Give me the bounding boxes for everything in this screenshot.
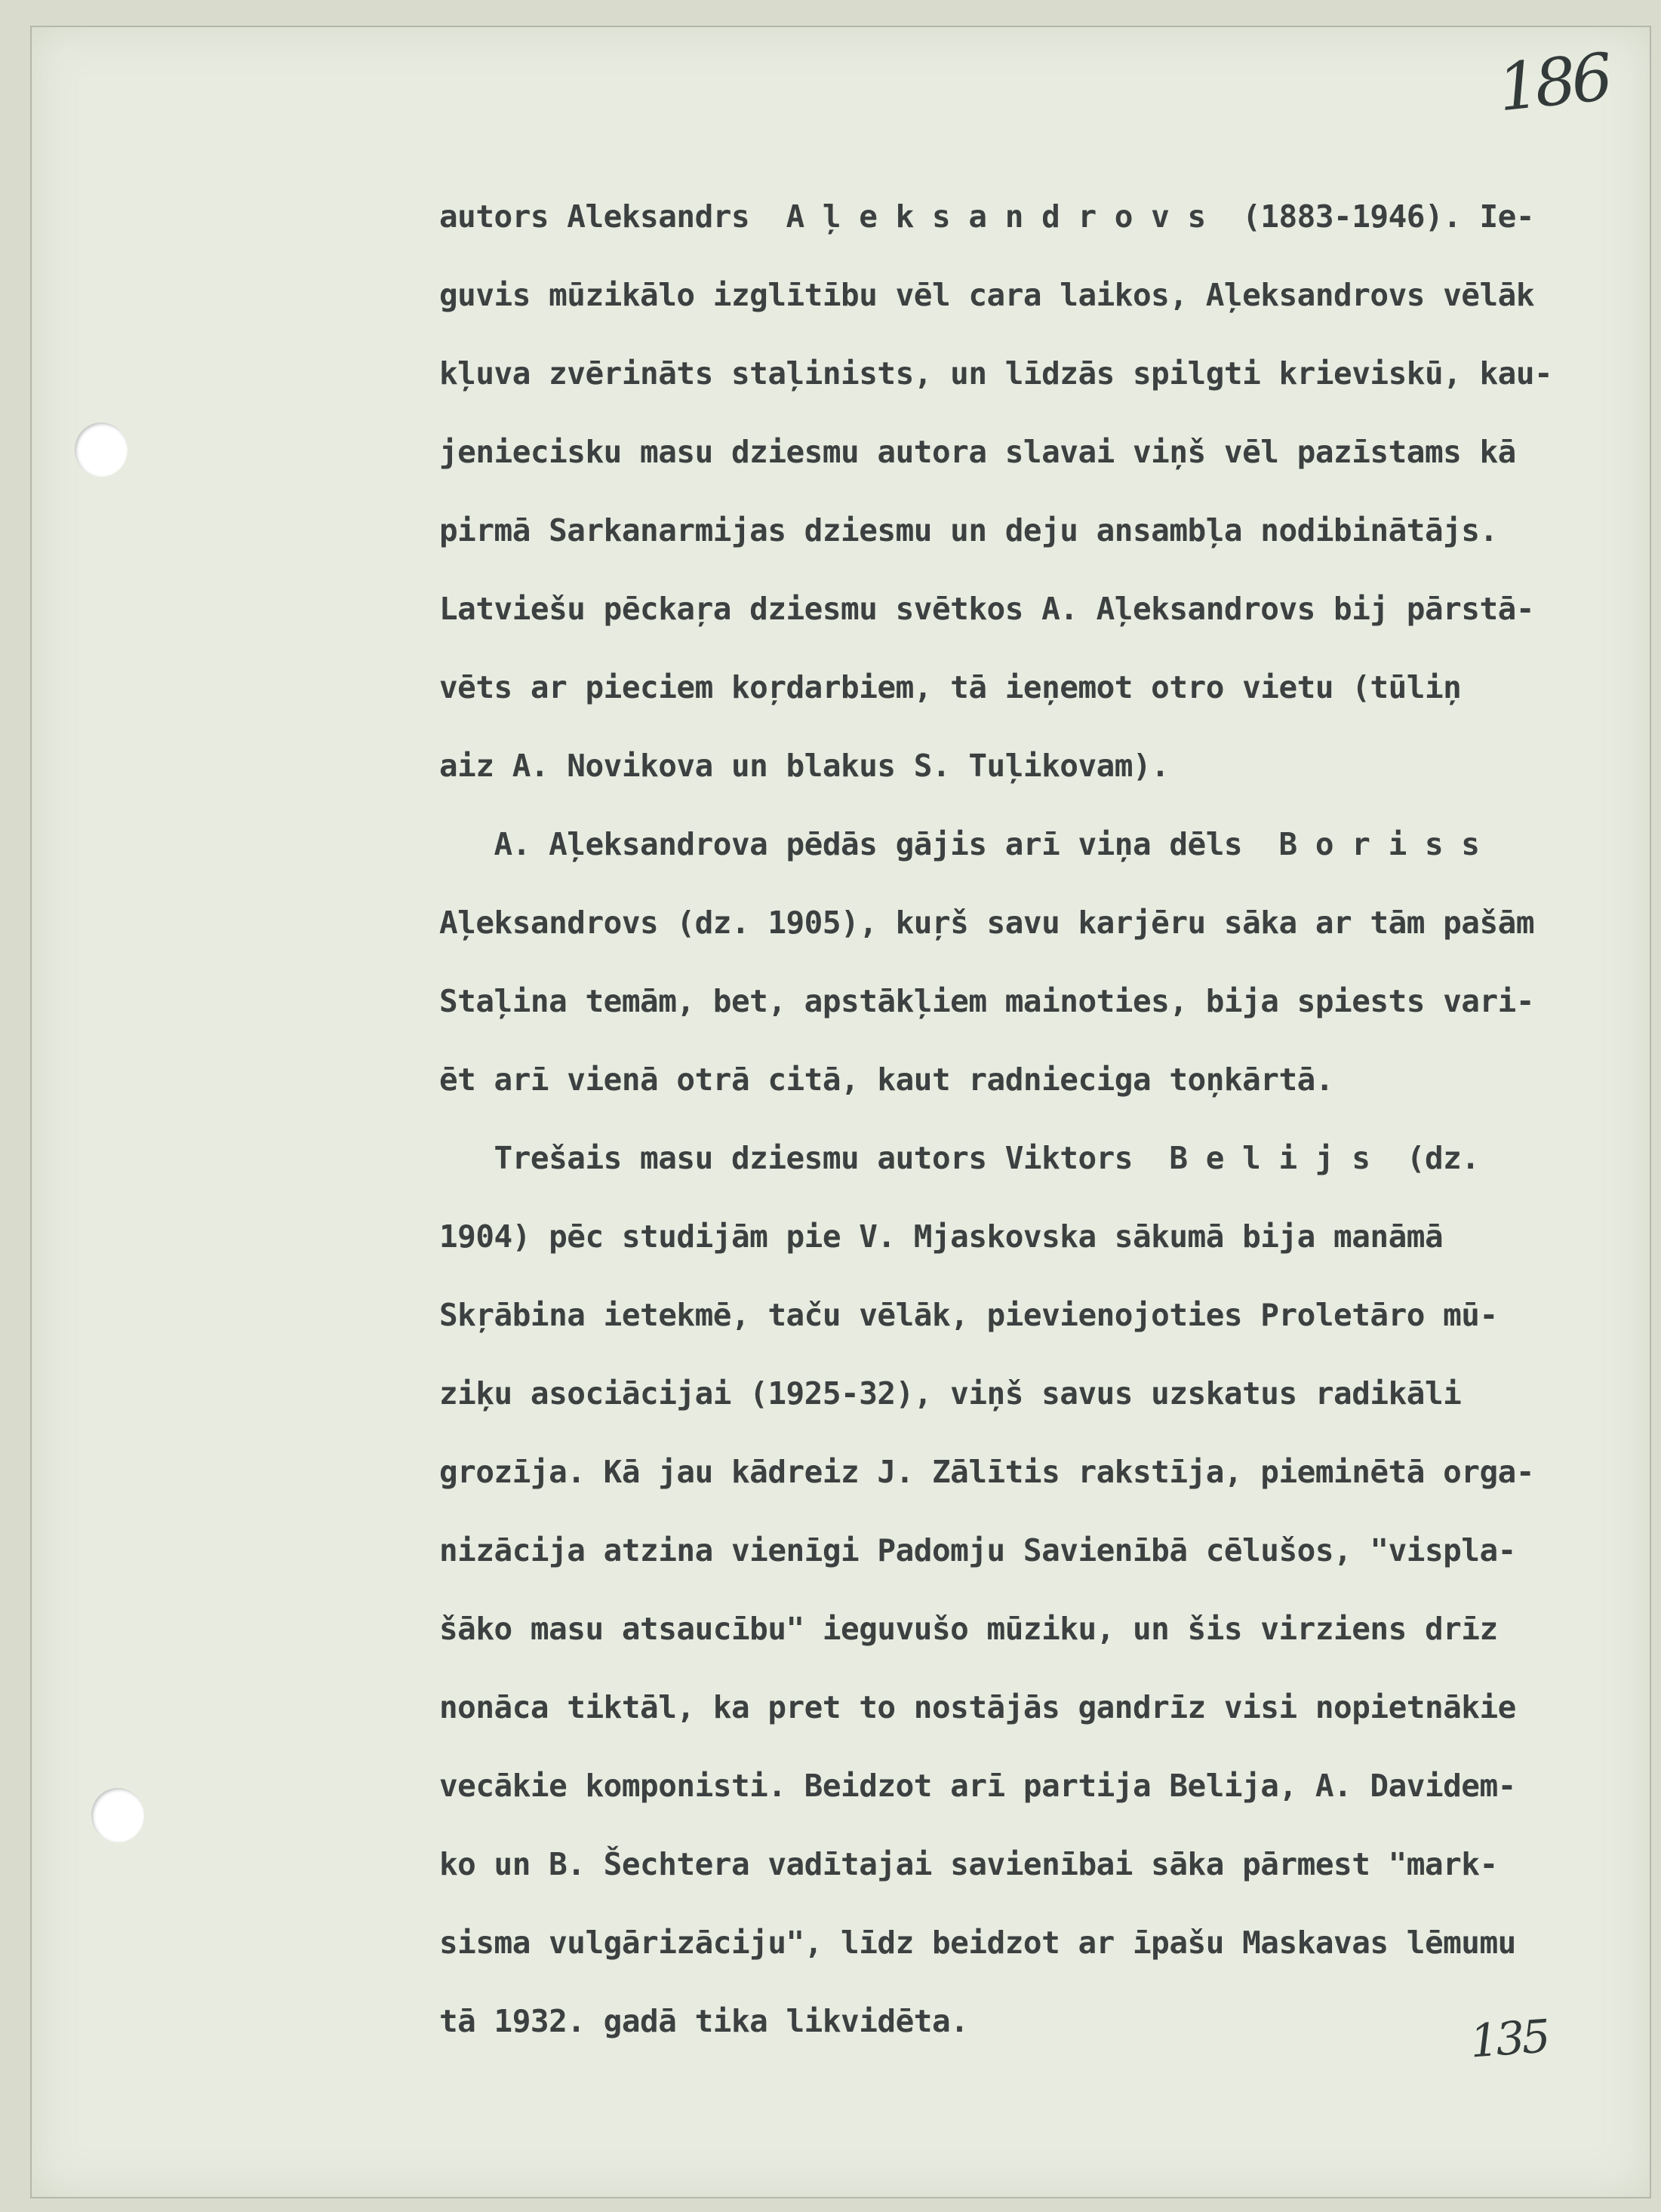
typewritten-text-block [439,177,1601,2060]
text-line: vēts ar pieciem koŗdarbiem, tā ieņemot otro vietu (tūliņ [439,669,1462,705]
text-line: guvis mūzikālo izglītību vēl cara laikos, Aļeksandrovs vēlāk [439,277,1535,313]
text-line: autors Aleksandrs A ļ e k s a n d r o v s (1883-1946). Ie- [439,198,1535,235]
text-line: Staļina temām, bet, apstākļiem mainoties, bija spiests vari- [439,983,1535,1019]
text-line: vecākie komponisti. Beidzot arī partija Belija, A. Davidem- [439,1768,1516,1804]
text-line: tā 1932. gadā tika likvidēta. [439,2003,969,2039]
text-line: šāko masu atsaucību" ieguvušo mūziku, un šis virziens drīz [439,1611,1498,1647]
text-line: ēt arī vienā otrā citā, kaut radnieciga toņkārtā. [439,1061,1334,1098]
text-line: grozīja. Kā jau kādreiz J. Zālītis rakstīja, pieminētā orga- [439,1454,1535,1490]
text-line: A. Aļeksandrova pēdās gājis arī viņa dēls B o r i s s [439,826,1480,862]
text-line: Trešais masu dziesmu autors Viktors B e l i j s (dz. [439,1140,1480,1176]
text-line: 1904) pēc studijām pie V. Mjaskovska sākumā bija manāmā [439,1218,1444,1255]
text-line: kļuva zvērināts staļinists, un līdzās spilgti krieviskū, kau- [439,355,1553,392]
text-line: Latviešu pēckaŗa dziesmu svētkos A. Aļeksandrovs bij pārstā- [439,591,1535,627]
text-line: ziķu asociācijai (1925-32), viņš savus uzskatus radikāli [439,1375,1462,1412]
text-line: pirmā Sarkanarmijas dziesmu un deju ansambļa nodibinātājs. [439,512,1498,548]
text-line: Skŗābina ietekmē, taču vēlāk, pievienojoties Proletāro mū- [439,1297,1498,1333]
handwritten-folio-number-top: 186 [1494,39,1612,127]
text-line: sisma vulgārizāciju", līdz beidzot ar īpašu Maskavas lēmumu [439,1925,1516,1961]
text-line: ko un B. Šechtera vadītajai savienībai sāka pārmest "mark- [439,1846,1498,1882]
text-line: nizācija atzina vienīgi Padomju Savienībā cēlušos, "vispla- [439,1532,1516,1568]
text-line: Aļeksandrovs (dz. 1905), kuŗš savu karjēru sāka ar tām pašām [439,905,1535,941]
punch-hole-bottom [91,1788,144,1842]
text-line: jeniecisku masu dziesmu autora slavai viņš vēl pazīstams kā [439,434,1516,470]
text-line: nonāca tiktāl, ka pret to nostājās gandrīz visi nopietnākie [439,1689,1516,1725]
handwritten-folio-number-bottom: 135 [1468,2010,1549,2069]
text-line: aiz A. Novikova un blakus S. Tuļikovam). [439,748,1170,784]
punch-hole-top [75,422,128,477]
